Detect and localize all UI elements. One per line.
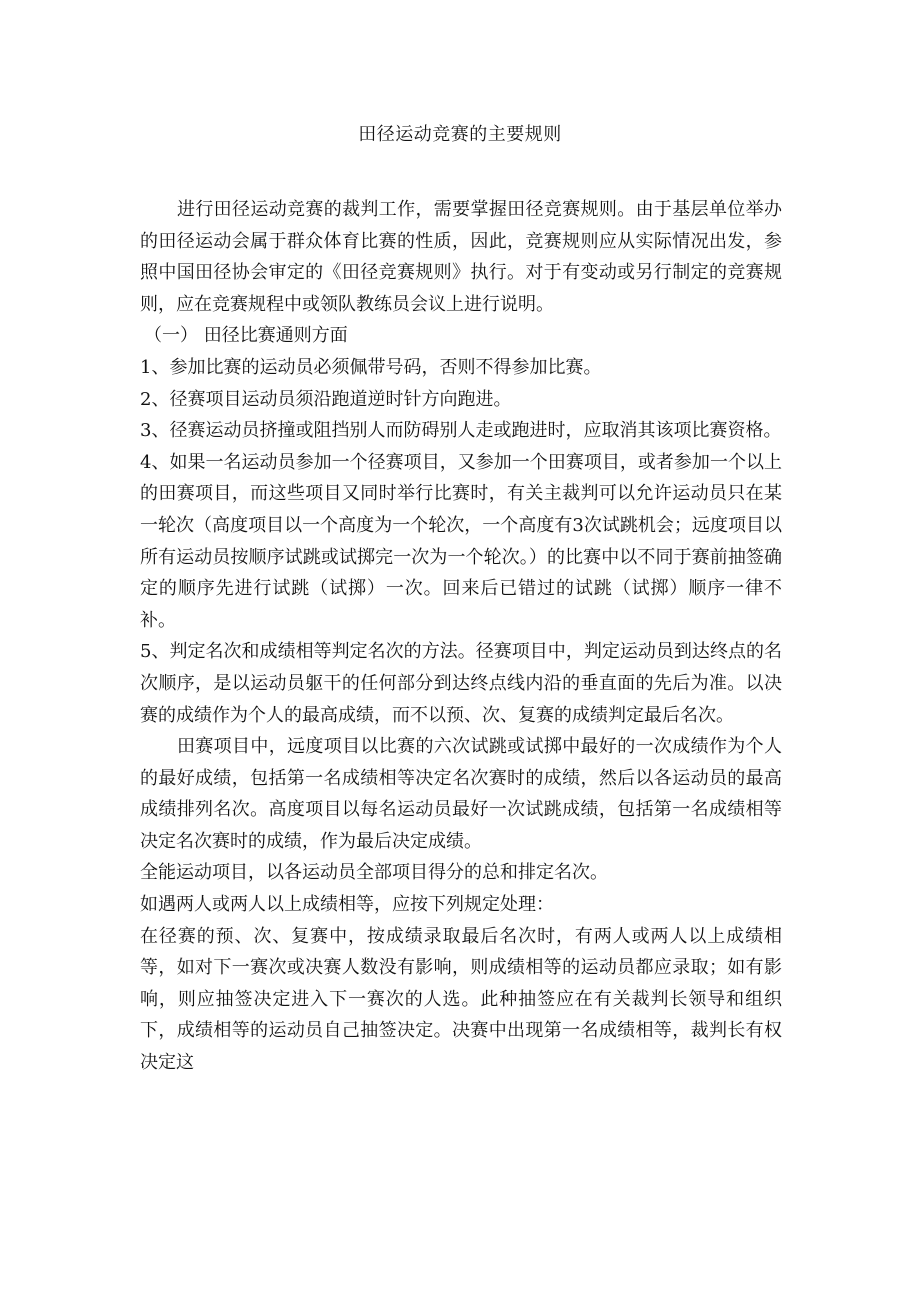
rule-item-1: 1、参加比赛的运动员必须佩带号码，否则不得参加比赛。 xyxy=(140,356,602,378)
document-body xyxy=(140,194,782,1079)
rule-item-5: 5、判定名次和成绩相等判定名次的方法。径赛项目中，判定运动员到达终点的名次顺序，是以运动员躯干的任何部分到达终点线内沿的垂直面的先后为准。以决赛的成绩作为个人的最高成绩，而不以预、次、复赛的成绩判定最后名次。 xyxy=(140,641,782,726)
tie-rule-track-paragraph: 在径赛的预、次、复赛中，按成绩录取最后名次时，有两人或两人以上成绩相等，如对下一赛次或决赛人数没有影响，则成绩相等的运动员都应录取；如有影响，则应抽签决定进入下一赛次的人选。此种抽签应在有关裁判长领导和组织下，成绩相等的运动员自己抽签决定。决赛中出现第一名成绩相等，裁判长有权决定这 xyxy=(140,925,782,1074)
field-events-paragraph: 田赛项目中，远度项目以比赛的六次试跳或试掷中最好的一次成绩作为个人的最好成绩，包括第一名成绩相等决定名次赛时的成绩，然后以各运动员的最高成绩排列名次。高度项目以每名运动员最好一次试跳成绩，包括第一名成绩相等决定名次赛时的成绩，作为最后决定成绩。 xyxy=(140,736,782,852)
section-heading: （一） 田径比赛通则方面 xyxy=(144,325,348,347)
rule-item-2: 2、径赛项目运动员须沿跑道逆时针方向跑进。 xyxy=(140,388,512,410)
tie-rule-intro-paragraph: 如遇两人或两人以上成绩相等，应按下列规定处理： xyxy=(140,894,554,916)
rule-item-3: 3、径赛运动员挤撞或阻挡别人而防碍别人走或跑进时，应取消其该项比赛资格。 xyxy=(140,420,782,442)
document-title: 田径运动竞赛的主要规则 xyxy=(358,124,562,145)
rule-item-4: 4、如果一名运动员参加一个径赛项目，又参加一个田赛项目，或者参加一个以上的田赛项目，而这些项目又同时举行比赛时，有关主裁判可以允许运动员只在某一轮次（高度项目以一个高度为一个轮次，一个高度有3次试跳机会；远度项目以所有运动员按顺序试跳或试掷完一次为一个轮次。）的比赛中以不同于赛前抽签确定的顺序先进行试跳（试掷）一次。回来后已错过的试跳（试掷）顺序一律不补。 xyxy=(140,451,782,631)
intro-paragraph: 进行田径运动竞赛的裁判工作，需要掌握田径竞赛规则。由于基层单位举办的田径运动会属于群众体育比赛的性质，因此，竞赛规则应从实际情况出发，参照中国田径协会审定的《田径竞赛规则》执行。对于有变动或另行制定的竞赛规则，应在竞赛规程中或领队教练员会议上进行说明。 xyxy=(140,199,782,315)
combined-events-paragraph: 全能运动项目，以各运动员全部项目得分的总和排定名次。 xyxy=(140,862,608,884)
